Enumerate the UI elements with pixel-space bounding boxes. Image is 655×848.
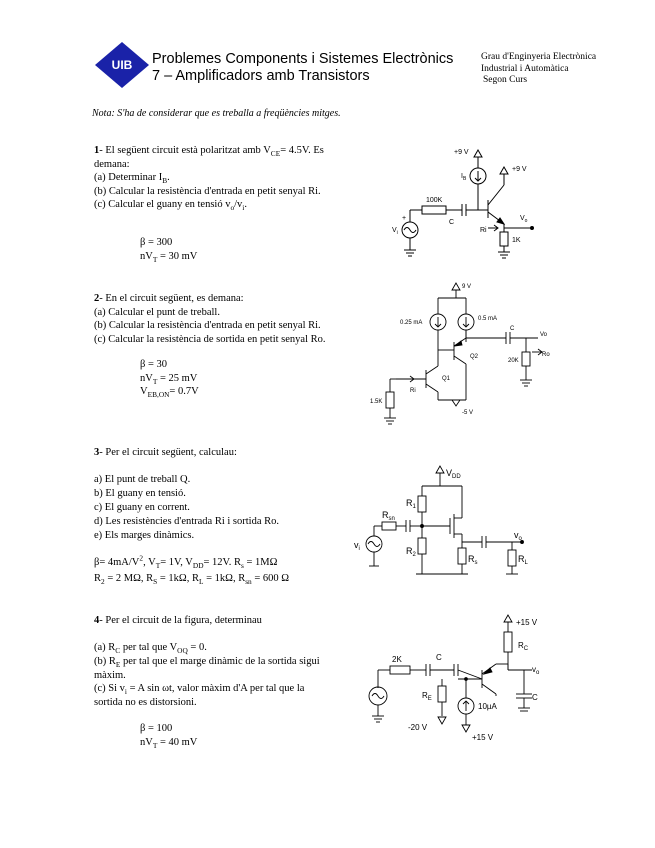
svg-text:1.5K: 1.5K xyxy=(370,399,383,405)
p2-nvt: $nV_T = 25$ mV xyxy=(140,372,198,386)
p3-item-e: e) Els marges dinàmics. xyxy=(94,530,195,541)
svg-text:C: C xyxy=(449,219,455,226)
p1-item-c: (c) Calcular el guany en tensió $v_o/v_i$. xyxy=(94,199,247,213)
svg-text:vi: $v_i$ xyxy=(354,540,360,552)
p2-item-b: (b) Calcular la resistència d'entrada en petit senyal Ri. xyxy=(94,320,321,332)
svg-text:C: C xyxy=(532,693,538,702)
p3-circuit xyxy=(352,462,542,592)
svg-text:Vo: $V_o$ xyxy=(520,215,528,224)
svg-text:vo: $v_o$ xyxy=(532,665,540,676)
svg-text:Vo: Vo xyxy=(540,332,548,338)
svg-text:Q2: Q2 xyxy=(470,354,479,360)
p3-params-1: $\beta= 4mA/V^2$, $V_T= 1V$, $V_{DD}= 12V$. $R_s = 1M\Omega$ xyxy=(94,553,278,571)
p3-intro: 3- Per el circuit següent, calculau: xyxy=(94,447,237,458)
p1-beta: β = 300 xyxy=(140,237,173,248)
p1-nvt: $nV_T = 30$ mV xyxy=(140,251,198,265)
svg-text:+15 V: +15 V xyxy=(472,733,494,742)
svg-text:-20 V: -20 V xyxy=(408,723,428,732)
svg-text:Ri: Ri xyxy=(480,227,487,234)
p3-item-b: b) El guany en tensió. xyxy=(94,488,186,499)
page-subtitle: 7 – Amplificadors amb Transistors xyxy=(152,68,370,84)
svg-text:RE: $R_E$ xyxy=(422,691,432,702)
page-title: Problemes Components i Sistemes Electrònics xyxy=(152,51,454,67)
svg-text:+: + xyxy=(402,215,407,222)
p4-item-c: (c) Si $v_i = A$ sin ωt, valor màxim d'A per tal que la xyxy=(94,683,305,697)
institution-line-1: Grau d'Enginyeria Electrònica xyxy=(481,52,597,62)
svg-text:R2: $R_2$ xyxy=(406,546,416,558)
p2-item-a: (a) Calcular el punt de treball. xyxy=(94,306,220,318)
svg-text:9 V: 9 V xyxy=(462,284,472,290)
svg-text:-5 V: -5 V xyxy=(462,410,474,416)
p4-item-c-2: sortida no es distorsioni. xyxy=(94,696,197,708)
p2-veb: $V_{EB,ON}= 0.7V$ xyxy=(140,386,199,400)
p3-item-a: a) El punt de treball Q. xyxy=(94,474,191,485)
svg-text:Vi: $V_i$ xyxy=(392,227,398,236)
p4-intro: 4- Per el circuit de la figura, determinau xyxy=(94,615,262,626)
svg-text:vo: $v_o$ xyxy=(514,530,522,542)
p1-intro: 1- El següent circuit està polaritzat amb $V_{CE}= 4.5V$. Es xyxy=(94,145,324,159)
p3-params-2: $R_2 = 2$ MΩ, $R_S = 1k\Omega$, $R_L = 1k\Omega$, $R_{sn} = 600$ Ω xyxy=(94,573,290,587)
uib-logo-text: UIB xyxy=(111,58,133,72)
svg-text:2K: 2K xyxy=(392,655,402,664)
institution-line-2: Industrial i Automàtica xyxy=(481,63,569,74)
p3-item-c: c) El guany en corrent. xyxy=(94,502,190,513)
p4-item-a: (a) $R_C$ per tal que $V_{OQ} = 0$. xyxy=(94,642,207,656)
svg-text:R1: $R_1$ xyxy=(406,498,416,510)
p4-nvt: $nV_T = 40$ mV xyxy=(140,736,198,750)
p2-beta: β = 30 xyxy=(140,359,168,370)
p4-item-b: (b) $R_E$ per tal que el marge dinàmic de la sortida sigui xyxy=(94,656,320,670)
svg-text:0.5 mA: 0.5 mA xyxy=(478,316,498,322)
svg-text:VDD: $V_{DD}$ xyxy=(446,468,461,480)
svg-text:20K: 20K xyxy=(508,358,519,364)
svg-text:RL: $R_L$ xyxy=(518,554,528,566)
p1-item-b: (b) Calcular la resistència d'entrada en petit senyal Ri. xyxy=(94,185,321,197)
svg-text:1K: 1K xyxy=(512,237,521,244)
p2-intro: 2- En el circuit següent, es demana: xyxy=(94,293,244,304)
uib-logo xyxy=(94,41,150,89)
svg-text:100K: 100K xyxy=(426,197,443,204)
svg-text:+15 V: +15 V xyxy=(516,618,538,627)
p4-item-b-2: màxim. xyxy=(94,669,126,681)
svg-text:Ri: Ri xyxy=(410,388,416,394)
p2-circuit xyxy=(366,280,566,430)
svg-text:Rsn: $R_{sn}$ xyxy=(382,510,395,522)
p3-item-d: d) Les resistències d'entrada Ri i sortida Ro. xyxy=(94,516,280,527)
p4-beta: β = 100 xyxy=(140,723,173,734)
svg-text:Q1: Q1 xyxy=(442,376,451,382)
svg-text:0.25 mA: 0.25 mA xyxy=(400,320,423,326)
svg-text:+9 V: +9 V xyxy=(454,149,469,156)
svg-text:C: C xyxy=(436,653,442,662)
svg-text:10µA: 10µA xyxy=(478,702,497,711)
p1-intro-2: demana: xyxy=(94,158,130,170)
svg-text:C: C xyxy=(510,326,515,332)
svg-text:+9 V: +9 V xyxy=(512,166,527,173)
institution-line-3: Segon Curs xyxy=(483,75,528,85)
note: Nota: S'ha de considerar que es treballa a freqüències mitges. xyxy=(92,108,341,119)
p4-circuit xyxy=(356,612,556,744)
svg-text:RC: $R_C$ xyxy=(518,641,529,652)
svg-text:IB: $I_B$ xyxy=(461,173,467,182)
p1-circuit xyxy=(392,140,562,262)
svg-text:Rs: $R_s$ xyxy=(468,554,478,566)
p1-item-a: (a) Determinar $I_B$. xyxy=(94,172,170,186)
p2-item-c: (c) Calcular la resistència de sortida en petit senyal Ro. xyxy=(94,333,326,345)
svg-text:Ro: Ro xyxy=(542,352,550,358)
